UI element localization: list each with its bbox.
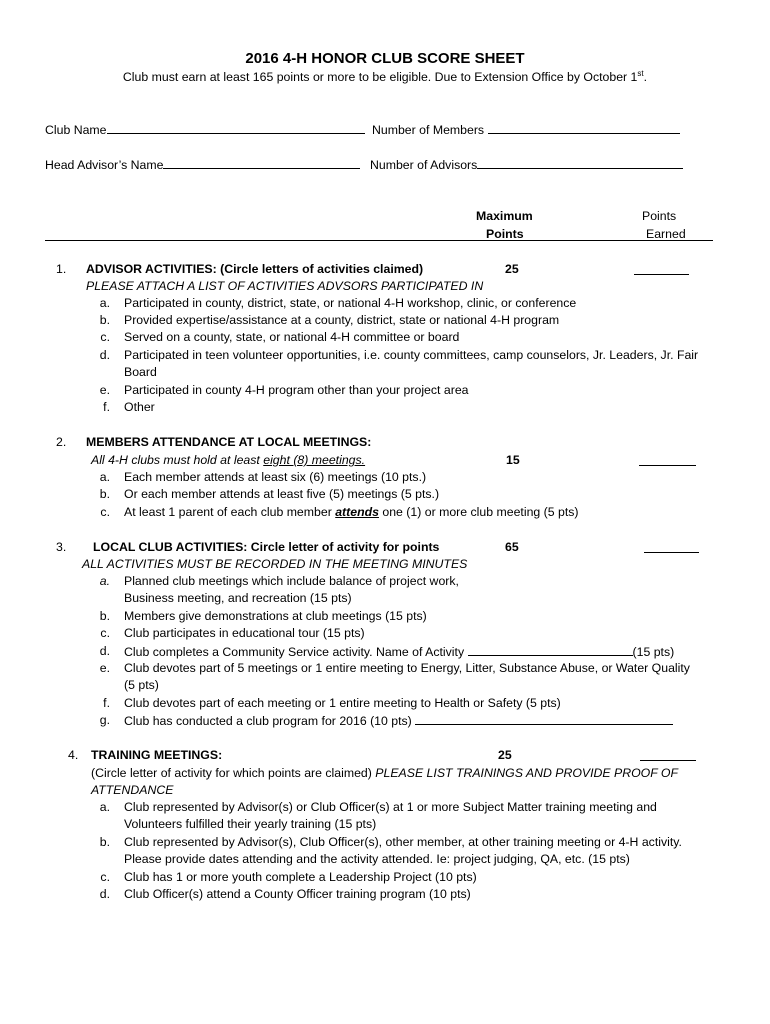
section-3-item-c-letter[interactable]: c. xyxy=(100,626,110,640)
section-4-item-b-letter[interactable]: b. xyxy=(99,835,110,849)
number-of-advisors-field[interactable] xyxy=(370,156,683,173)
section-2-earned-blank[interactable] xyxy=(639,465,696,466)
section-1-item-e: Participated in county 4-H program other than your project area xyxy=(124,383,469,397)
section-4-number: 4. xyxy=(68,748,79,762)
section-3-item-e: Club devotes part of 5 meetings or 1 entire meeting to Energy, Litter, Substance Abuse, or Water Quality xyxy=(124,661,690,675)
section-2-heading: MEMBERS ATTENDANCE AT LOCAL MEETINGS: xyxy=(86,435,372,449)
section-3-item-a-cont: Business meeting, and recreation (15 pts) xyxy=(124,591,352,605)
section-3-max-points: 65 xyxy=(505,540,519,554)
section-3-item-a: Planned club meetings which include balance of project work, xyxy=(124,574,459,588)
section-2-number: 2. xyxy=(56,435,67,449)
section-3-number: 3. xyxy=(56,540,67,554)
section-2-item-a-letter[interactable]: a. xyxy=(99,470,110,484)
maximum-points-header-line2: Points xyxy=(486,227,524,241)
section-1-item-b-letter[interactable]: b. xyxy=(99,313,110,327)
section-4-item-a: Club represented by Advisor(s) or Club Officer(s) at 1 or more Subject Matter training meeting and xyxy=(124,800,657,814)
club-name-field[interactable] xyxy=(45,121,365,138)
section-1-earned-blank[interactable] xyxy=(634,274,689,275)
section-3-item-f: Club devotes part of each meeting or 1 entire meeting to Health or Safety (5 pts) xyxy=(124,696,561,710)
page-title: 2016 4-H HONOR CLUB SCORE SHEET xyxy=(245,50,525,67)
section-4-item-b: Club represented by Advisor(s), Club Officer(s), other member, at other training meeting or 4-H activity. xyxy=(124,835,682,849)
section-1-item-e-letter[interactable]: e. xyxy=(99,383,110,397)
section-4-heading: TRAINING MEETINGS: xyxy=(91,748,223,762)
head-advisor-label: Head Advisor’s Name xyxy=(45,158,164,172)
number-of-members-label: Number of Members xyxy=(372,123,485,137)
section-4-note: (Circle letter of activity for which points are claimed) PLEASE LIST TRAININGS AND PROVIDE PROOF OF xyxy=(91,766,678,780)
section-1-item-d-cont: Board xyxy=(124,365,157,379)
section-2-note: All 4-H clubs must hold at least eight (8) meetings. xyxy=(91,453,366,467)
number-of-advisors-label: Number of Advisors xyxy=(370,158,478,172)
section-4-max-points: 25 xyxy=(498,748,512,762)
section-4-item-b-cont: Please provide dates attending and the activity attended. Ie: project judging, QA, etc. (15 pts) xyxy=(124,852,630,866)
section-3-item-f-letter[interactable]: f. xyxy=(103,696,110,710)
section-1-item-d: Participated in teen volunteer opportunities, i.e. county committees, camp counselors, Jr. Leaders, Jr. Fair xyxy=(124,348,699,362)
section-1-item-c: Served on a county, state, or national 4-H committee or board xyxy=(124,330,460,344)
section-2-item-b-letter[interactable]: b. xyxy=(99,487,110,501)
head-advisor-field[interactable] xyxy=(45,156,360,173)
section-1-item-a: Participated in county, district, state, or national 4-H workshop, clinic, or conference xyxy=(124,296,577,310)
section-1-item-c-letter[interactable]: c. xyxy=(100,330,110,344)
points-earned-header-line2: Earned xyxy=(646,227,686,241)
maximum-points-header-line1: Maximum xyxy=(476,209,533,223)
club-name-blank[interactable] xyxy=(107,121,365,134)
section-4-item-c: Club has 1 or more youth complete a Leadership Project (10 pts) xyxy=(124,870,477,884)
section-1-number: 1. xyxy=(56,262,67,276)
points-earned-header-line1: Points xyxy=(642,209,677,223)
club-program-blank[interactable] xyxy=(415,712,673,725)
section-2-item-c-letter[interactable]: c. xyxy=(100,505,110,519)
head-advisor-blank[interactable] xyxy=(163,156,360,169)
section-3-item-g: Club has conducted a club program for 2016 (10 pts) xyxy=(124,712,673,730)
section-3-item-e-letter[interactable]: e. xyxy=(99,661,110,675)
section-4-note-cont: ATTENDANCE xyxy=(91,783,174,797)
section-3-item-d: Club completes a Community Service activity. Name of Activity (15 pts) xyxy=(124,645,675,659)
section-3-item-b: Members give demonstrations at club meetings (15 pts) xyxy=(124,609,427,623)
section-3-item-e-cont: (5 pts) xyxy=(124,678,159,692)
section-1-item-d-letter[interactable]: d. xyxy=(99,348,110,362)
section-2-max-points: 15 xyxy=(506,453,520,467)
activity-name-blank[interactable] xyxy=(468,643,633,656)
section-1-item-b: Provided expertise/assistance at a county, district, state or national 4-H program xyxy=(124,313,560,327)
section-3-item-b-letter[interactable]: b. xyxy=(99,609,110,623)
section-4-item-c-letter[interactable]: c. xyxy=(100,870,110,884)
number-of-members-field[interactable] xyxy=(372,121,680,138)
section-4-item-d: Club Officer(s) attend a County Officer training program (10 pts) xyxy=(124,887,471,901)
section-2-item-a: Each member attends at least six (6) meetings (10 pts.) xyxy=(124,470,427,484)
section-3-item-a-letter[interactable]: a. xyxy=(99,574,110,588)
number-of-members-blank[interactable] xyxy=(488,121,680,134)
section-3-item-d-letter[interactable]: d. xyxy=(99,644,110,658)
section-1-item-f: Other xyxy=(124,400,155,414)
section-1-heading: ADVISOR ACTIVITIES: (Circle letters of activities claimed) xyxy=(86,262,424,276)
section-4-earned-blank[interactable] xyxy=(640,760,696,761)
section-4-item-a-letter[interactable]: a. xyxy=(99,800,110,814)
section-4-item-d-letter[interactable]: d. xyxy=(99,887,110,901)
section-3-item-g-letter[interactable]: g. xyxy=(99,713,110,727)
section-2-item-b: Or each member attends at least five (5) meetings (5 pts.) xyxy=(124,487,440,501)
section-4-item-a-cont: Volunteers fulfilled their yearly training (15 pts) xyxy=(124,817,377,831)
section-2-item-c: At least 1 parent of each club member attends one (1) or more club meeting (5 pts) xyxy=(124,505,579,519)
section-1-max-points: 25 xyxy=(505,262,519,276)
section-3-heading: LOCAL CLUB ACTIVITIES: Circle letter of activity for points xyxy=(93,540,440,554)
section-3-earned-blank[interactable] xyxy=(644,552,699,553)
section-3-note: ALL ACTIVITIES MUST BE RECORDED IN THE MEETING MINUTES xyxy=(82,557,468,571)
section-3-item-c: Club participates in educational tour (15 pts) xyxy=(124,626,365,640)
section-1-item-a-letter[interactable]: a. xyxy=(99,296,110,310)
section-1-item-f-letter[interactable]: f. xyxy=(103,400,110,414)
number-of-advisors-blank[interactable] xyxy=(477,156,683,169)
header-divider xyxy=(45,240,713,241)
page-subtitle: Club must earn at least 165 points or more to be eligible. Due to Extension Office by October 1st. xyxy=(122,68,648,84)
section-1-note: PLEASE ATTACH A LIST OF ACTIVITIES ADVSORS PARTICIPATED IN xyxy=(86,279,484,293)
club-name-label: Club Name xyxy=(45,123,107,137)
